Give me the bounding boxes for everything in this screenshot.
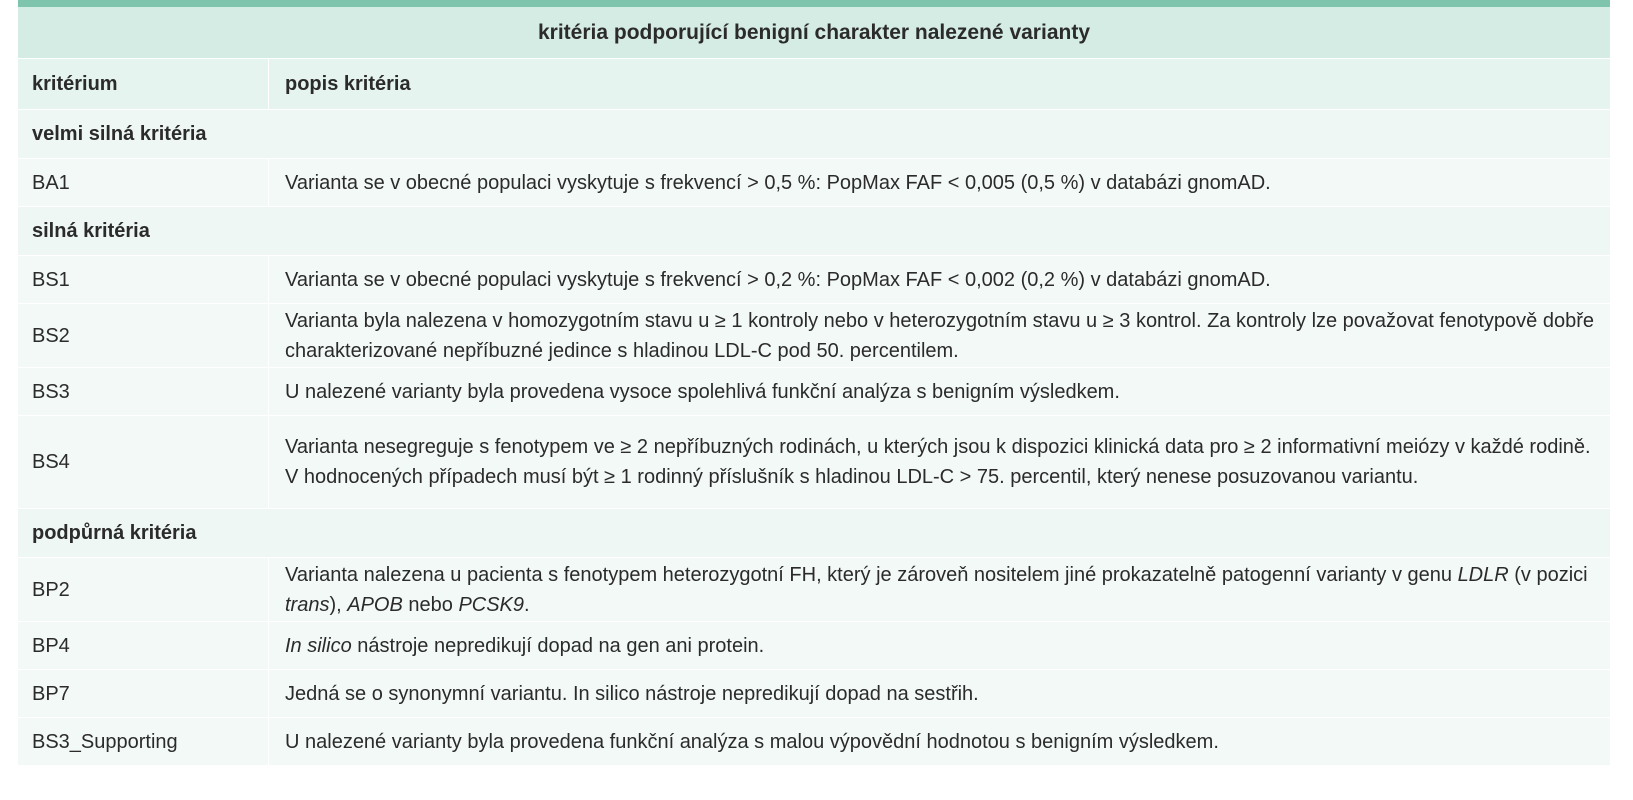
criterion-code: BP7 <box>18 670 269 717</box>
group-label: velmi silná kritéria <box>32 123 207 145</box>
table-row <box>18 158 1610 206</box>
description-segment: nebo <box>402 593 459 616</box>
criterion-code: BA1 <box>18 159 269 206</box>
description-segment: ), <box>329 593 348 616</box>
trans-term: trans <box>285 593 330 616</box>
table-row <box>18 717 1610 765</box>
table-title: kritéria podporující benigní charakter nalezené varianty <box>18 7 1610 58</box>
table-row <box>18 557 1610 621</box>
description-segment: . <box>524 593 530 616</box>
table-row <box>18 367 1610 415</box>
group-supporting <box>18 508 1610 557</box>
table-header-row <box>18 58 1610 109</box>
gene-name: PCSK9 <box>458 593 525 616</box>
criterion-description: Varianta se v obecné populaci vyskytuje s frekvencí > 0,2 %: PopMax FAF < 0,002 (0,2 %) v databázi gnomAD. <box>285 268 1271 291</box>
criterion-code: BS1 <box>18 256 269 303</box>
criterion-code: BP2 <box>18 558 269 621</box>
group-label: podpůrná kritéria <box>32 522 197 544</box>
description-segment: nástroje nepredikují dopad na gen ani protein. <box>351 634 765 657</box>
criterion-code: BS4 <box>18 416 269 508</box>
criterion-description <box>269 558 1610 621</box>
criterion-code: BS3_Supporting <box>18 718 269 765</box>
header-criterion: kritérium <box>18 59 269 109</box>
criterion-code: BS2 <box>18 304 269 367</box>
table-row <box>18 303 1610 367</box>
criterion-description: Varianta nesegreguje s fenotypem ve ≥ 2 nepříbuzných rodinách, u kterých jsou k dispozici klinická data pro ≥ 2 informativní meiózy v každé rodině. V hodnocených případech musí být ≥ 1 rodinný příslušník s hladinou LDL-C > 75. percentil, který nenese posuzovanou variantu. <box>285 436 1591 488</box>
criterion-description: Varianta byla nalezena v homozygotním stavu u ≥ 1 kontroly nebo v heterozygotním stavu u ≥ 3 kontrol. Za kontroly lze považovat fenotypově dobře charakterizované nepříbuzné jedince s hladinou LDL-C pod 50. percentilem. <box>285 309 1594 362</box>
group-very-strong <box>18 109 1610 158</box>
criterion-description: Jedná se o synonymní variantu. In silico nástroje nepredikují dopad na sestřih. <box>285 682 979 705</box>
description-segment: (v pozici <box>1508 563 1588 586</box>
description-text <box>285 631 764 661</box>
group-strong <box>18 206 1610 255</box>
criterion-description: Varianta se v obecné populaci vyskytuje s frekvencí > 0,5 %: PopMax FAF < 0,005 (0,5 %) v databázi gnomAD. <box>285 171 1271 194</box>
table-row <box>18 669 1610 717</box>
criterion-description <box>269 622 1610 669</box>
in-silico-term: In silico <box>285 634 352 657</box>
criterion-code: BS3 <box>18 368 269 415</box>
description-text <box>285 560 1598 620</box>
description-segment: Varianta nalezena u pacienta s fenotypem heterozygotní FH, který je zároveň nositelem jiné prokazatelně patogenní varianty v genu <box>285 563 1458 586</box>
table-row <box>18 621 1610 669</box>
header-description: popis kritéria <box>285 73 411 95</box>
criterion-description: U nalezené varianty byla provedena vysoce spolehlivá funkční analýza s benigním výsledkem. <box>285 380 1120 403</box>
criteria-table <box>18 0 1610 765</box>
gene-name: LDLR <box>1457 563 1509 586</box>
table-row <box>18 415 1610 508</box>
group-label: silná kritéria <box>32 220 150 242</box>
table-row <box>18 255 1610 303</box>
table-top-rule <box>18 0 1610 7</box>
criterion-code: BP4 <box>18 622 269 669</box>
criterion-description: U nalezené varianty byla provedena funkční analýza s malou výpovědní hodnotou s benigním výsledkem. <box>285 730 1219 753</box>
gene-name: APOB <box>347 593 403 616</box>
